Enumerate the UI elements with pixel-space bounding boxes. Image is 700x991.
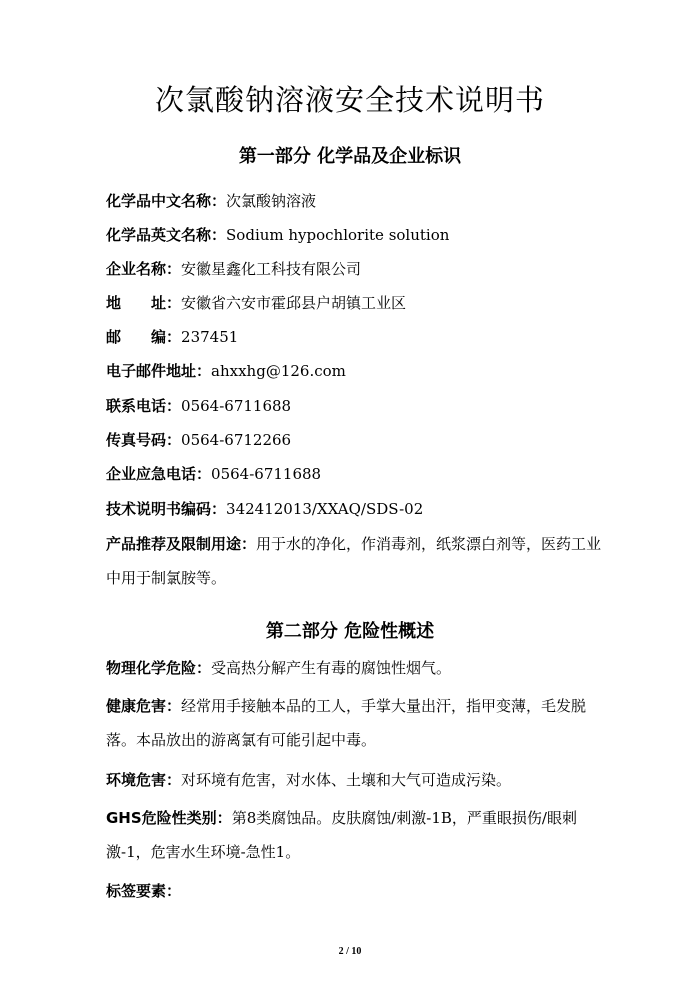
field-label: 标签要素 xyxy=(106,882,167,900)
field-value: 第8类腐蚀品。皮肤腐蚀/刺激-1B，严重眼损伤/眼刺激-1，危害水生环境-急性1。 xyxy=(106,809,577,861)
section1-heading: 第一部分 化学品及企业标识 xyxy=(238,146,462,167)
field-separator: ： xyxy=(166,431,182,449)
field-separator: ： xyxy=(211,192,227,210)
field-separator: ： xyxy=(211,226,227,244)
field-value: 经常用手接触本品的工人，手掌大量出汗，指甲变薄，毛发脱落。本品放出的游离氯有可能引起中毒。 xyxy=(106,697,587,749)
section2-heading: 第二部分 危险性概述 xyxy=(265,621,435,642)
field-phone xyxy=(106,389,606,423)
field-label: 化学品中文名称 xyxy=(106,192,212,210)
field-separator: ： xyxy=(166,328,182,346)
field-label: 化学品英文名称 xyxy=(106,226,212,244)
field-address xyxy=(106,286,606,320)
field-separator: ： xyxy=(241,535,257,553)
field-separator: ： xyxy=(166,697,182,715)
field-value: 0564-6711688 xyxy=(211,465,322,483)
field-separator: ： xyxy=(166,397,182,415)
field-value: 0564-6712266 xyxy=(181,431,292,449)
field-postcode xyxy=(106,320,606,354)
document-title: 次氯酸钠溶液安全技术说明书 xyxy=(154,83,545,117)
field-separator: ： xyxy=(196,465,212,483)
field-label: 环境危害 xyxy=(106,771,167,789)
field-physical-hazard xyxy=(106,651,606,685)
field-separator: ： xyxy=(196,659,212,677)
page-number: 2 / 10 xyxy=(338,946,362,957)
field-value: 用于水的净化，作消毒剂，纸浆漂白剂等，医药工业中用于制氯胺等。 xyxy=(106,535,602,587)
field-label: 物理化学危险 xyxy=(106,659,197,677)
field-chinese-name xyxy=(106,184,606,218)
field-separator: ： xyxy=(166,882,182,900)
field-label-elements xyxy=(106,874,606,908)
field-emergency-phone xyxy=(106,457,606,491)
field-label: 技术说明书编码 xyxy=(106,500,212,518)
field-value: 安徽星鑫化工科技有限公司 xyxy=(181,260,362,278)
field-fax xyxy=(106,423,606,457)
field-label: 产品推荐及限制用途 xyxy=(106,535,242,553)
field-value: Sodium hypochlorite solution xyxy=(226,226,450,244)
field-value: 安徽省六安市霍邱县户胡镇工业区 xyxy=(181,294,407,312)
field-value: 342412013/XXAQ/SDS-02 xyxy=(226,500,424,518)
field-separator: ： xyxy=(166,771,182,789)
field-english-name xyxy=(106,218,606,252)
field-separator: ： xyxy=(211,500,227,518)
field-label: 企业应急电话 xyxy=(106,465,197,483)
field-separator: ： xyxy=(216,809,232,827)
field-label: 传真号码 xyxy=(106,431,167,449)
field-separator: ： xyxy=(196,362,212,380)
field-label: 电子邮件地址 xyxy=(106,362,197,380)
field-value: 0564-6711688 xyxy=(181,397,292,415)
field-value: ahxxhg@126.com xyxy=(211,362,346,380)
field-value: 237451 xyxy=(181,328,239,346)
field-label: 邮 编 xyxy=(106,328,167,346)
field-ghs-classification xyxy=(106,801,606,869)
field-company-name xyxy=(106,252,606,286)
field-sds-code xyxy=(106,492,606,526)
field-label: GHS危险性类别 xyxy=(106,809,217,827)
field-label: 地 址 xyxy=(106,294,167,312)
field-recommended-use xyxy=(106,527,606,595)
field-email xyxy=(106,354,606,388)
field-value: 受高热分解产生有毒的腐蚀性烟气。 xyxy=(211,659,452,677)
field-health-hazard xyxy=(106,689,606,757)
field-value: 对环境有危害，对水体、土壤和大气可造成污染。 xyxy=(181,771,512,789)
field-separator: ： xyxy=(166,260,182,278)
field-value: 次氯酸钠溶液 xyxy=(226,192,317,210)
field-separator: ： xyxy=(166,294,182,312)
field-label: 企业名称 xyxy=(106,260,167,278)
field-environmental-hazard xyxy=(106,763,606,797)
field-label: 健康危害 xyxy=(106,697,167,715)
field-label: 联系电话 xyxy=(106,397,167,415)
